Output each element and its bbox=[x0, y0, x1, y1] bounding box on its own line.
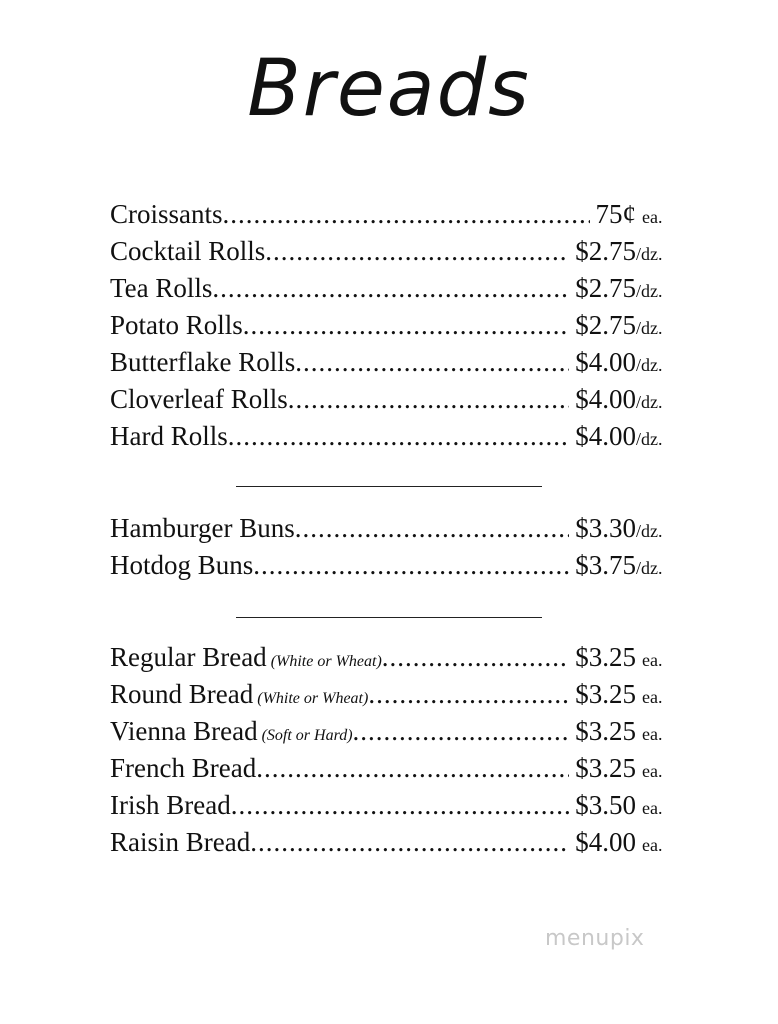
menu-item-hard-rolls bbox=[110, 418, 670, 455]
item-unit: /dz. bbox=[636, 318, 663, 338]
item-price: 75¢ bbox=[595, 199, 636, 229]
menupix-watermark: menupix bbox=[545, 926, 645, 951]
item-note: (White or Wheat) bbox=[257, 690, 369, 707]
item-name: Regular Bread bbox=[110, 642, 267, 672]
menu-item-irish-bread bbox=[110, 787, 670, 824]
item-unit: /dz. bbox=[636, 281, 663, 301]
dot-leader bbox=[368, 676, 569, 713]
dot-leader bbox=[250, 824, 569, 861]
menu-item-regular-bread bbox=[110, 639, 670, 676]
item-unit: ea. bbox=[642, 207, 663, 227]
item-price: $3.75 bbox=[575, 550, 636, 580]
item-price: $2.75 bbox=[575, 273, 636, 303]
item-price: $3.30 bbox=[575, 513, 636, 543]
item-name: Hard Rolls bbox=[110, 421, 228, 451]
item-unit: ea. bbox=[642, 761, 663, 781]
menu-item-tea-rolls bbox=[110, 270, 670, 307]
dot-leader bbox=[295, 510, 570, 547]
item-price: $3.25 bbox=[575, 753, 636, 783]
item-name: Butterflake Rolls bbox=[110, 347, 296, 377]
menu-item-cocktail-rolls bbox=[110, 233, 670, 270]
item-unit: /dz. bbox=[636, 558, 663, 578]
item-unit: /dz. bbox=[636, 392, 663, 412]
dot-leader bbox=[256, 750, 569, 787]
item-unit: ea. bbox=[642, 835, 663, 855]
item-name: Irish Bread bbox=[110, 790, 231, 820]
item-name: Potato Rolls bbox=[110, 310, 243, 340]
item-name: Vienna Bread bbox=[110, 716, 258, 746]
loaves-section bbox=[110, 639, 670, 861]
dot-leader bbox=[228, 418, 570, 455]
dot-leader bbox=[223, 196, 590, 233]
buns-section bbox=[110, 510, 670, 584]
menu-item-vienna-bread bbox=[110, 713, 670, 750]
item-note: (White or Wheat) bbox=[270, 653, 382, 670]
dot-leader bbox=[353, 713, 570, 750]
item-unit: /dz. bbox=[636, 429, 663, 449]
item-name: Cocktail Rolls bbox=[110, 236, 266, 266]
dot-leader bbox=[212, 270, 569, 307]
item-unit: /dz. bbox=[636, 244, 663, 264]
item-price: $2.75 bbox=[575, 310, 636, 340]
dot-leader bbox=[295, 344, 569, 381]
item-unit: ea. bbox=[642, 724, 663, 744]
item-name: Round Bread bbox=[110, 679, 254, 709]
item-price: $3.25 bbox=[575, 716, 636, 746]
dot-leader bbox=[243, 307, 569, 344]
rolls-section bbox=[110, 196, 670, 455]
section-divider bbox=[236, 617, 542, 618]
item-unit: /dz. bbox=[636, 355, 663, 375]
menu-item-hotdog-buns bbox=[110, 547, 670, 584]
item-unit: /dz. bbox=[636, 521, 663, 541]
section-divider bbox=[236, 486, 542, 487]
item-name: Hamburger Buns bbox=[110, 513, 295, 543]
dot-leader bbox=[382, 639, 569, 676]
menu-item-cloverleaf-rolls bbox=[110, 381, 670, 418]
item-price: $3.50 bbox=[575, 790, 636, 820]
dot-leader bbox=[265, 233, 569, 270]
menu-item-french-bread bbox=[110, 750, 670, 787]
item-price: $2.75 bbox=[575, 236, 636, 266]
item-name: Cloverleaf Rolls bbox=[110, 384, 288, 414]
dot-leader bbox=[253, 547, 569, 584]
dot-leader bbox=[231, 787, 570, 824]
item-price: $3.25 bbox=[575, 642, 636, 672]
item-price: $3.25 bbox=[575, 679, 636, 709]
item-unit: ea. bbox=[642, 650, 663, 670]
menu-item-potato-rolls bbox=[110, 307, 670, 344]
item-name: French Bread bbox=[110, 753, 257, 783]
item-unit: ea. bbox=[642, 687, 663, 707]
item-name: Raisin Bread bbox=[110, 827, 251, 857]
item-name: Hotdog Buns bbox=[110, 550, 254, 580]
item-price: $4.00 bbox=[575, 384, 636, 414]
item-name: Croissants bbox=[110, 199, 223, 229]
menu-item-raisin-bread bbox=[110, 824, 670, 861]
menu-item-croissants bbox=[110, 196, 670, 233]
item-price: $4.00 bbox=[575, 827, 636, 857]
menu-item-round-bread bbox=[110, 676, 670, 713]
menu-item-butterflake-rolls bbox=[110, 344, 670, 381]
item-price: $4.00 bbox=[575, 347, 636, 377]
item-name: Tea Rolls bbox=[110, 273, 213, 303]
dot-leader bbox=[288, 381, 570, 418]
item-note: (Soft or Hard) bbox=[261, 727, 353, 744]
menu-item-hamburger-buns bbox=[110, 510, 670, 547]
item-price: $4.00 bbox=[575, 421, 636, 451]
item-unit: ea. bbox=[642, 798, 663, 818]
page-title: Breads bbox=[247, 44, 531, 134]
